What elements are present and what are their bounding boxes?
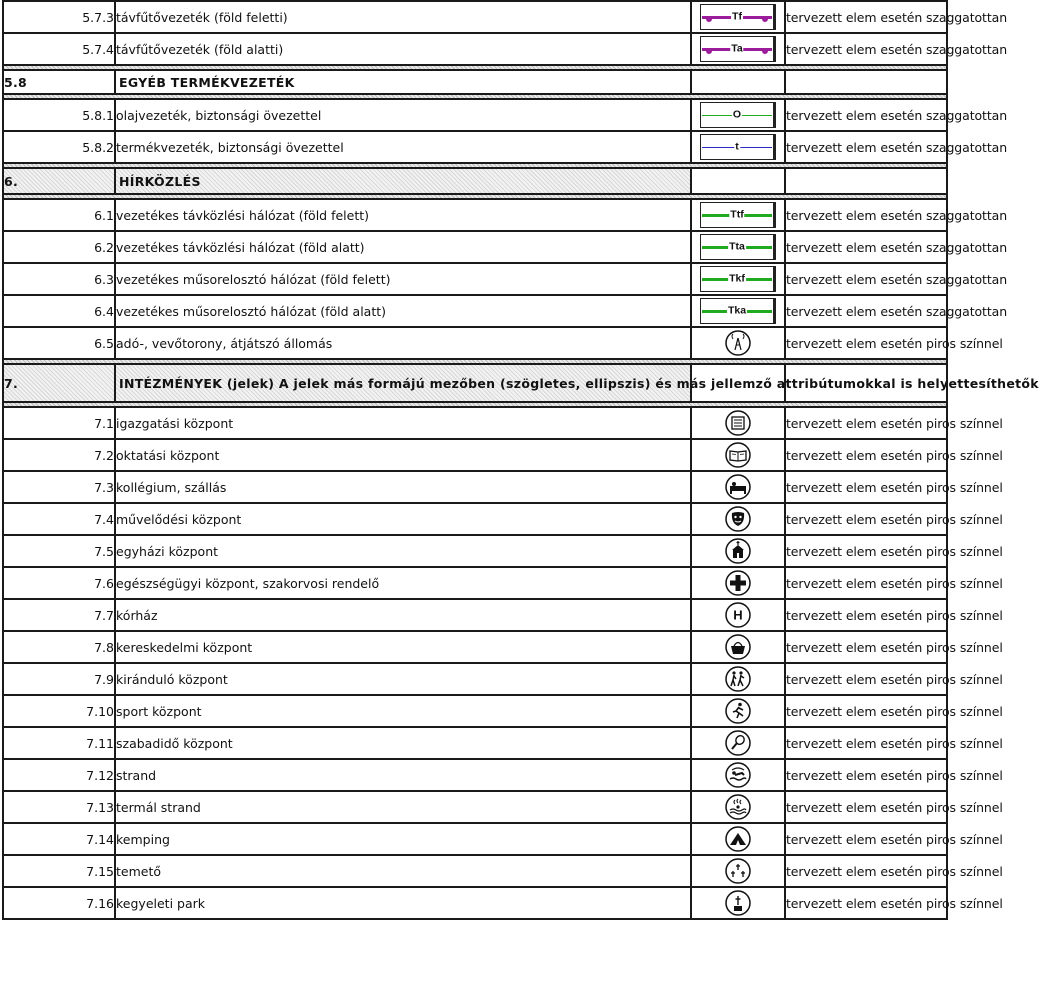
item-number — [3, 855, 115, 887]
item-label-text: vezetékes műsorelosztó hálózat (föld alatt) — [116, 303, 387, 319]
legend-row — [3, 439, 947, 471]
item-number — [3, 199, 115, 231]
legend-row — [3, 599, 947, 631]
item-number — [3, 327, 115, 359]
item-note-text: tervezett elem esetén piros színnel — [786, 895, 1003, 911]
item-note — [785, 131, 1008, 163]
item-note-text: tervezett elem esetén szaggatottan — [786, 107, 1008, 123]
item-label-text: távfűtővezeték (föld alatti) — [116, 41, 284, 57]
item-note-text: tervezett elem esetén piros színnel — [786, 767, 1003, 783]
item-number-text: 7.5 — [94, 543, 114, 559]
item-label — [115, 599, 691, 631]
item-symbol — [691, 663, 785, 695]
section-header — [3, 168, 947, 194]
item-label-text: adó-, vevőtorony, átjátszó állomás — [116, 335, 333, 351]
item-note — [785, 887, 1003, 919]
item-number — [3, 887, 115, 919]
item-number — [3, 131, 115, 163]
legend-row — [3, 295, 947, 327]
item-label-text: vezetékes műsorelosztó hálózat (föld felett) — [116, 271, 391, 287]
item-label — [115, 131, 691, 163]
item-symbol — [691, 823, 785, 855]
item-note — [785, 99, 1008, 131]
line-code-label: Tta — [729, 240, 745, 253]
item-label-text: művelődési központ — [116, 511, 242, 527]
memorial-cross-icon — [725, 890, 751, 916]
item-number — [3, 99, 115, 131]
item-note-text: tervezett elem esetén piros színnel — [786, 511, 1003, 527]
item-label — [115, 663, 691, 695]
item-note — [785, 631, 1003, 663]
cemetery-crosses-icon — [725, 858, 751, 884]
item-number-text: 6.1 — [94, 207, 114, 223]
item-label — [115, 231, 691, 263]
swimmer-icon — [725, 762, 751, 788]
item-number — [3, 407, 115, 439]
item-number-text: 6.5 — [94, 335, 114, 351]
line-code-label: Tf — [732, 10, 742, 23]
section-header — [3, 70, 947, 94]
shopping-basket-icon — [725, 634, 751, 660]
antenna-tower-icon — [725, 330, 751, 356]
item-note — [785, 599, 1003, 631]
legend-row — [3, 823, 947, 855]
book-icon — [725, 442, 751, 468]
item-number — [3, 263, 115, 295]
item-note-text: tervezett elem esetén piros színnel — [786, 863, 1003, 879]
item-symbol — [691, 471, 785, 503]
item-number-text: 5.8.2 — [82, 139, 114, 155]
item-label-text: termékvezeték, biztonsági övezettel — [116, 139, 344, 155]
item-note-text: tervezett elem esetén piros színnel — [786, 799, 1003, 815]
item-number-text: 5.7.3 — [82, 9, 114, 25]
legend-row — [3, 131, 947, 163]
legend-row — [3, 99, 947, 131]
racket-icon — [725, 730, 751, 756]
legend-row — [3, 695, 947, 727]
item-symbol — [691, 327, 785, 359]
item-number-text: 7.3 — [94, 479, 114, 495]
section-symbol-empty — [691, 168, 785, 194]
tent-icon — [725, 826, 751, 852]
item-symbol — [691, 407, 785, 439]
green-thick-line-symbol — [700, 202, 776, 228]
legend-body — [3, 1, 1039, 919]
item-label — [115, 855, 691, 887]
item-label-text: távfűtővezeték (föld feletti) — [116, 9, 288, 25]
item-note-text: tervezett elem esetén szaggatottan — [786, 9, 1008, 25]
legend-row — [3, 535, 947, 567]
item-label-text: termál strand — [116, 799, 201, 815]
legend-row — [3, 231, 947, 263]
hospital-h-icon — [725, 602, 751, 628]
legend-row — [3, 631, 947, 663]
item-symbol — [691, 439, 785, 471]
item-symbol — [691, 855, 785, 887]
item-number — [3, 567, 115, 599]
legend-table — [2, 0, 1039, 920]
item-number — [3, 535, 115, 567]
legend-row — [3, 33, 947, 65]
item-label — [115, 567, 691, 599]
bed-icon — [725, 474, 751, 500]
item-number — [3, 33, 115, 65]
item-label — [115, 759, 691, 791]
line-code-label: O — [732, 108, 742, 121]
theatre-mask-icon — [725, 506, 751, 532]
green-thick-line-symbol — [700, 298, 776, 324]
section-note-empty — [785, 70, 947, 94]
item-note — [785, 199, 1008, 231]
item-label — [115, 631, 691, 663]
item-note-text: tervezett elem esetén szaggatottan — [786, 139, 1008, 155]
item-number-text: 7.15 — [86, 863, 114, 879]
hikers-icon — [725, 666, 751, 692]
legend-row — [3, 855, 947, 887]
item-note-text: tervezett elem esetén piros színnel — [786, 703, 1003, 719]
section-number — [3, 364, 115, 402]
item-symbol — [691, 1, 785, 33]
item-number-text: 7.8 — [94, 639, 114, 655]
section-title-text: EGYÉB TERMÉKVEZETÉK — [119, 74, 295, 90]
item-label — [115, 727, 691, 759]
item-number-text: 7.2 — [94, 447, 114, 463]
item-note-text: tervezett elem esetén piros színnel — [786, 447, 1003, 463]
item-symbol — [691, 131, 785, 163]
item-number — [3, 631, 115, 663]
item-note-text: tervezett elem esetén piros színnel — [786, 415, 1003, 431]
item-label — [115, 295, 691, 327]
item-note — [785, 327, 1003, 359]
section-symbol-empty — [691, 70, 785, 94]
item-note — [785, 407, 1003, 439]
item-label-text: kegyeleti park — [116, 895, 205, 911]
item-symbol — [691, 887, 785, 919]
item-note-text: tervezett elem esetén piros színnel — [786, 607, 1003, 623]
item-symbol — [691, 567, 785, 599]
section-number-text: 5.8 — [4, 74, 28, 90]
item-symbol — [691, 599, 785, 631]
green-thin-line-symbol — [700, 102, 776, 128]
item-number — [3, 503, 115, 535]
item-number-text: 7.16 — [86, 895, 114, 911]
section-title-text: HÍRKÖZLÉS — [119, 173, 201, 189]
item-label-text: szabadidő központ — [116, 735, 233, 751]
item-note — [785, 855, 1003, 887]
item-number — [3, 791, 115, 823]
legend-row — [3, 1, 947, 33]
item-number-text: 7.6 — [94, 575, 114, 591]
item-label — [115, 33, 691, 65]
item-symbol — [691, 33, 785, 65]
item-label — [115, 791, 691, 823]
item-label-text: strand — [116, 767, 157, 783]
item-number — [3, 295, 115, 327]
item-symbol — [691, 263, 785, 295]
legend-row — [3, 567, 947, 599]
item-note-text: tervezett elem esetén piros színnel — [786, 639, 1003, 655]
legend-row — [3, 759, 947, 791]
item-label — [115, 471, 691, 503]
item-label-text: temető — [116, 863, 162, 879]
section-title — [115, 364, 1039, 402]
item-number-text: 6.3 — [94, 271, 114, 287]
section-number — [3, 70, 115, 94]
green-thick-line-symbol — [700, 266, 776, 292]
item-symbol — [691, 295, 785, 327]
item-label — [115, 439, 691, 471]
item-label-text: kereskedelmi központ — [116, 639, 253, 655]
item-label — [115, 535, 691, 567]
document-icon — [725, 410, 751, 436]
purple-dotted-line-symbol — [700, 36, 776, 62]
purple-dotted-line-symbol — [700, 4, 776, 30]
item-number-text: 7.14 — [86, 831, 114, 847]
item-note — [785, 263, 1008, 295]
church-icon — [725, 538, 751, 564]
item-number-text: 6.4 — [94, 303, 114, 319]
item-symbol — [691, 791, 785, 823]
item-note-text: tervezett elem esetén szaggatottan — [786, 271, 1008, 287]
line-code-label: Ta — [731, 42, 743, 55]
item-note — [785, 295, 1008, 327]
legend-row — [3, 407, 947, 439]
legend-row — [3, 503, 947, 535]
item-label-text: kórház — [116, 607, 158, 623]
item-number — [3, 727, 115, 759]
item-label-text: kollégium, szállás — [116, 479, 227, 495]
legend-row — [3, 887, 947, 919]
item-number-text: 7.11 — [86, 735, 114, 751]
section-header — [3, 364, 947, 402]
item-symbol — [691, 231, 785, 263]
item-number — [3, 759, 115, 791]
item-note-text: tervezett elem esetén szaggatottan — [786, 239, 1008, 255]
item-label-text: egészségügyi központ, szakorvosi rendelő — [116, 575, 380, 591]
item-label — [115, 1, 691, 33]
item-note — [785, 759, 1003, 791]
section-title — [115, 168, 691, 194]
item-label — [115, 199, 691, 231]
item-label-text: vezetékes távközlési hálózat (föld felett) — [116, 207, 370, 223]
item-symbol — [691, 759, 785, 791]
item-number-text: 7.4 — [94, 511, 114, 527]
item-number-text: 7.7 — [94, 607, 114, 623]
item-note-text: tervezett elem esetén piros színnel — [786, 735, 1003, 751]
item-label — [115, 263, 691, 295]
item-number-text: 7.1 — [94, 415, 114, 431]
item-note-text: tervezett elem esetén szaggatottan — [786, 303, 1008, 319]
item-label-text: oktatási központ — [116, 447, 220, 463]
thermal-bath-icon — [725, 794, 751, 820]
item-label — [115, 327, 691, 359]
item-number-text: 7.9 — [94, 671, 114, 687]
item-note-text: tervezett elem esetén piros színnel — [786, 671, 1003, 687]
runner-icon — [725, 698, 751, 724]
item-label — [115, 503, 691, 535]
item-label-text: kiránduló központ — [116, 671, 228, 687]
item-label-text: sport központ — [116, 703, 202, 719]
item-note — [785, 791, 1003, 823]
item-label-text: egyházi központ — [116, 543, 219, 559]
item-number-text: 7.10 — [86, 703, 114, 719]
item-label — [115, 695, 691, 727]
item-number — [3, 471, 115, 503]
section-note-empty — [785, 168, 947, 194]
item-note — [785, 231, 1008, 263]
line-code-label: t — [735, 140, 739, 153]
item-symbol — [691, 199, 785, 231]
item-label — [115, 823, 691, 855]
item-note-text: tervezett elem esetén szaggatottan — [786, 207, 1008, 223]
item-symbol — [691, 695, 785, 727]
line-code-label: Tka — [727, 304, 747, 317]
item-symbol — [691, 727, 785, 759]
item-note-text: tervezett elem esetén piros színnel — [786, 575, 1003, 591]
section-number-text: 6. — [4, 173, 19, 189]
item-number-text: 7.13 — [86, 799, 114, 815]
legend-row — [3, 263, 947, 295]
legend-row — [3, 727, 947, 759]
section-number-text: 7. — [4, 375, 19, 391]
item-number — [3, 663, 115, 695]
item-note-text: tervezett elem esetén piros színnel — [786, 831, 1003, 847]
item-label-text: olajvezeték, biztonsági övezettel — [116, 107, 322, 123]
legend-row — [3, 791, 947, 823]
item-note-text: tervezett elem esetén piros színnel — [786, 543, 1003, 559]
item-symbol — [691, 631, 785, 663]
item-note-text: tervezett elem esetén piros színnel — [786, 335, 1003, 351]
blue-thin-line-symbol — [700, 134, 776, 160]
item-number-text: 7.12 — [86, 767, 114, 783]
item-note — [785, 471, 1003, 503]
item-label-text: igazgatási központ — [116, 415, 234, 431]
item-label — [115, 407, 691, 439]
item-note — [785, 503, 1003, 535]
item-number-text: 5.8.1 — [82, 107, 114, 123]
legend-row — [3, 199, 947, 231]
item-note — [785, 695, 1003, 727]
item-note — [785, 1, 1008, 33]
legend-row — [3, 663, 947, 695]
section-number — [3, 168, 115, 194]
item-label-text: kemping — [116, 831, 170, 847]
item-number — [3, 439, 115, 471]
item-number-text: 5.7.4 — [82, 41, 114, 57]
item-note — [785, 33, 1008, 65]
item-number — [3, 231, 115, 263]
item-note-text: tervezett elem esetén szaggatottan — [786, 41, 1008, 57]
item-note-text: tervezett elem esetén piros színnel — [786, 479, 1003, 495]
item-number-text: 6.2 — [94, 239, 114, 255]
item-number — [3, 599, 115, 631]
section-title — [115, 70, 691, 94]
item-number — [3, 823, 115, 855]
item-label — [115, 99, 691, 131]
legend-row — [3, 471, 947, 503]
item-note — [785, 439, 1003, 471]
item-note — [785, 567, 1003, 599]
item-number — [3, 1, 115, 33]
item-number — [3, 695, 115, 727]
green-thick-line-symbol — [700, 234, 776, 260]
svg-text:H: H — [733, 607, 743, 623]
section-title-text: INTÉZMÉNYEK (jelek) A jelek más formájú mezőben (szögletes, ellipszis) és más jellemző attribútumokkal is helyettesíthetők — [119, 375, 1039, 391]
legend-row — [3, 327, 947, 359]
item-note — [785, 823, 1003, 855]
item-note — [785, 535, 1003, 567]
medical-cross-icon — [725, 570, 751, 596]
line-code-label: Ttf — [730, 208, 744, 221]
item-symbol — [691, 535, 785, 567]
item-label-text: vezetékes távközlési hálózat (föld alatt) — [116, 239, 365, 255]
item-symbol — [691, 99, 785, 131]
line-code-label: Tkf — [729, 272, 745, 285]
item-note — [785, 727, 1003, 759]
item-note — [785, 663, 1003, 695]
item-symbol — [691, 503, 785, 535]
item-label — [115, 887, 691, 919]
